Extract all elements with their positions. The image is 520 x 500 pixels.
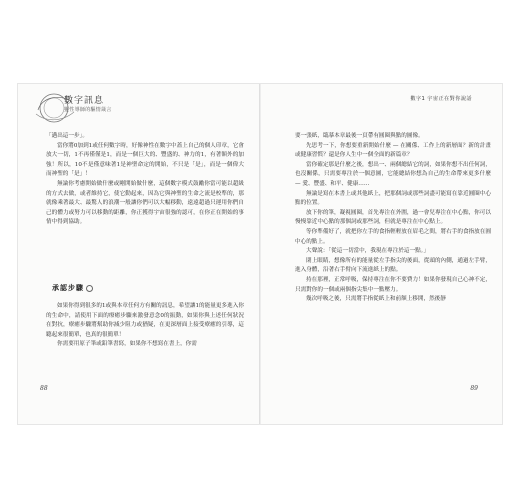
paragraph: 你需要用原子筆或鉛筆書寫，如果你不想寫在書上，你需: [57, 341, 197, 348]
left-body-top: [46, 132, 244, 228]
page-number: 89: [470, 385, 478, 392]
paragraph: 當你確定那是什麼之後，想出一、兩個總結它的詞，如果你想不出任何詞，也沒關係，只需要專注於一個意圖，它能總結你想為自己的生命帶來更多什麼 — 愛、豐盛、和平、健康……: [295, 161, 491, 187]
paragraph: 「邁出這一步」。: [46, 133, 88, 139]
left-page: [18, 84, 259, 424]
book-title: 數字訊息: [64, 96, 105, 106]
paragraph: 放下你的筆，凝視圓圈，首先專注在外圍，過一會兒專注在中心點，你可以慢慢靠近中心點的那個詞或那些詞，但就是專注在中心點上。: [295, 209, 491, 226]
paragraph: 大聲說：「從這一切當中，我現在專注於這一點。」: [306, 248, 430, 255]
paragraph: 當你將0加到1或任何數字時，好像神性在數字中蓋上自己的個人印章，它會放大一切，1不再僅僅是1，而是一個巨大的、豐盛的、神力的1，有著額外的加強！所以，10不是僅意味著1是神聖命定的開始，不只是「是」，而是一個偉大而神聖的「是」！: [46, 142, 244, 178]
paragraph: 無論你考慮開始做什麼或剛開始做什麼，這個數字模式鼓勵你當可能以超級的方式去做，或者維持它，使它動起來，因為它與神聖的生命之流是校準的，那就像乘著最大、最驚人的浪潮一般讓你們可以大幅移動，遠遠超過只運用你們自己的體力或努力可以移動的距離，你正獲得宇宙很強的認可，在你正在開始的事情中得到協助。: [46, 180, 244, 226]
paragraph: 要一張紙，臨摹本章最後一頁帶有圓圈與點的圖像。: [295, 133, 424, 139]
paragraph: 閉上眼睛，想像所有的能量從左手指尖的後面，從頭的內側，通過左手臂，進入身體，沿著右手臂向下流進紙上的點。: [295, 257, 491, 274]
paragraph: 先思考一下，你想要重新開始什麼 — 在關係、工作上的新層面？新的計畫或健康習慣？還是你人生中一個全面的新篇章？: [295, 142, 491, 159]
paragraph: 持在那裡，正常呼吸，保持專注在你不要費力！如果你發現自己心神不定，只需對你的一個或兩個指尖集中一點壓力。: [295, 276, 491, 293]
left-body-bottom: [46, 302, 244, 350]
paragraph: 幾次呼吸之後，只需將手指從紙上和前額上移開，然後靜: [306, 296, 446, 303]
book-subtitle: 靈性導師的驅情箴言: [64, 107, 112, 113]
page-number: 88: [40, 385, 48, 392]
section-heading: [52, 283, 93, 293]
right-page: [261, 84, 502, 424]
circle-icon: [86, 285, 93, 292]
paragraph: 無論是寫在本書上或其他紙上，把那個詞或那些詞盡可能寫在靠近圓圈中心點的位置。: [295, 190, 491, 207]
section-heading-text: 承認步驟: [52, 283, 84, 292]
running-head: 數字1 宇宙正在對你說話: [410, 96, 472, 102]
paragraph: 如果你得到很多的1或與本章任何方有關的訊息，希望讓1的能量更多進入你的生命中，請使用下面的療癒步驟來激發意念0的振動，如果你與上述任何狀況在對抗，療癒步驟將幫助你減少阻力或猶疑，在更深層面上接受療癒的引導，這聽起來很簡單，也真的很簡單！: [46, 303, 244, 338]
paragraph: 等你準備好了，就把你左手的食指輕輕放在眉毛之間，將右手的食指放在圓中心的點上。: [295, 228, 491, 245]
right-body: [295, 132, 491, 305]
